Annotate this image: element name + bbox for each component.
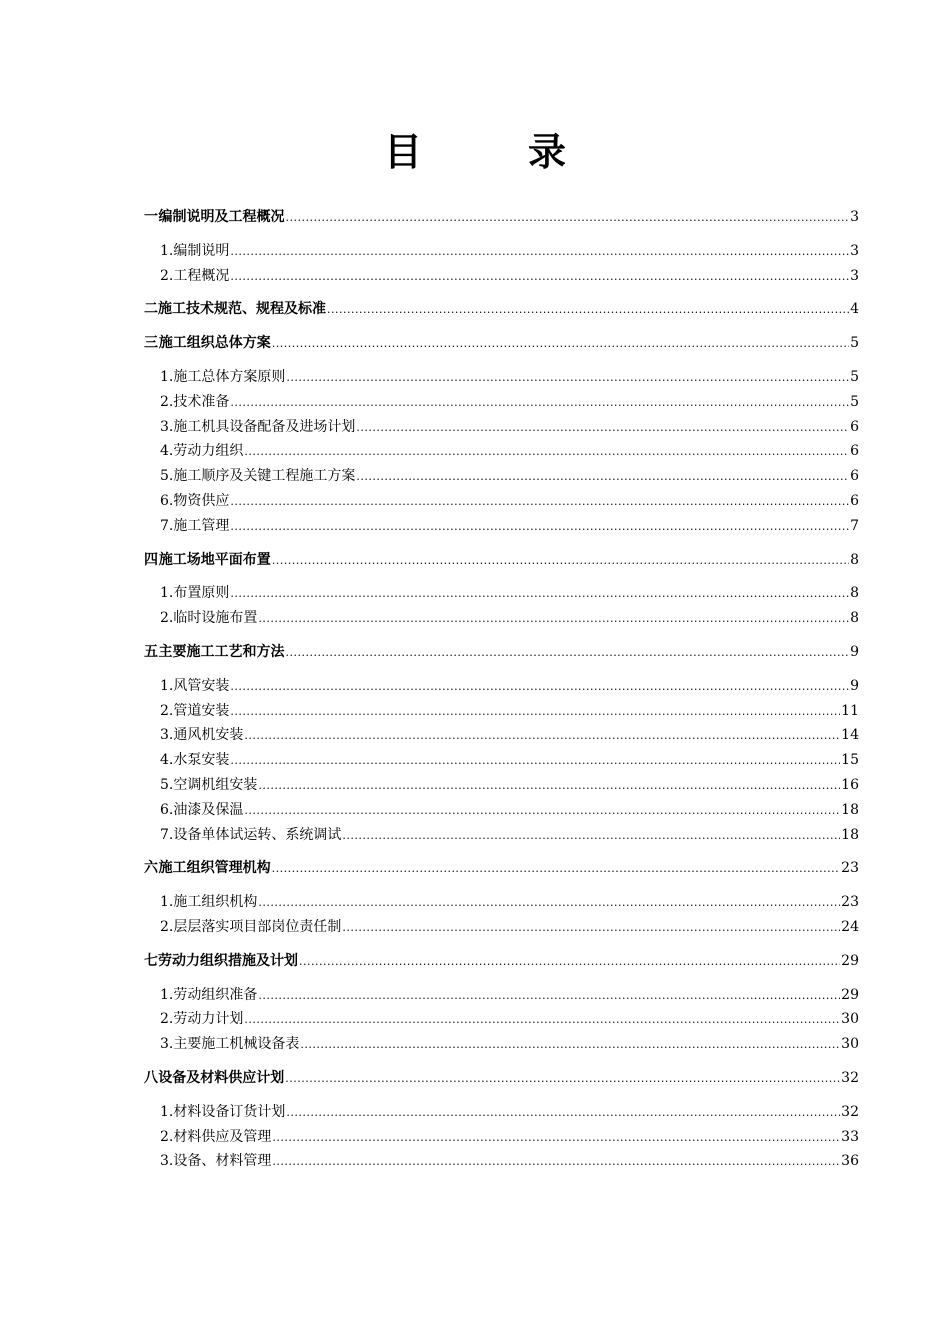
toc-section-entry[interactable] <box>144 205 859 230</box>
toc-dot-leader <box>285 206 849 231</box>
toc-subsection-entry[interactable] <box>144 1100 859 1125</box>
toc-entry-label: 5.空调机组安装 <box>160 776 258 793</box>
toc-subsection-entry[interactable] <box>144 489 859 514</box>
toc-section-entry[interactable] <box>144 640 859 665</box>
toc-entry-label: 1.施工组织机构 <box>160 894 258 911</box>
toc-entry-label: 7.设备单体试运转、系统调试 <box>160 826 342 843</box>
toc-subsection-entry[interactable] <box>144 915 859 940</box>
toc-page-number: 6 <box>850 468 859 485</box>
toc-page-number: 9 <box>850 677 859 694</box>
toc-page-number: 32 <box>841 1103 859 1120</box>
toc-dot-leader <box>327 298 849 323</box>
toc-entry-label: 2.劳动力计划 <box>160 1011 244 1028</box>
toc-entry-label: 3.施工机具设备配备及进场计划 <box>160 418 356 435</box>
toc-dot-leader <box>230 515 849 540</box>
toc-page-number: 32 <box>841 1069 859 1086</box>
toc-dot-leader <box>258 774 840 799</box>
toc-subsection-entry[interactable] <box>144 723 859 748</box>
toc-entry-label: 施工组织管理机构 <box>158 860 271 877</box>
toc-section-number: 三 <box>144 335 158 352</box>
toc-entry-label: 主要施工工艺和方法 <box>158 643 285 660</box>
toc-entry-label: 2.材料供应及管理 <box>160 1128 272 1145</box>
toc-subsection-entry[interactable] <box>144 439 859 464</box>
toc-page-number: 29 <box>841 986 859 1003</box>
toc-entry-label: 3.通风机安装 <box>160 727 244 744</box>
toc-entry-label: 1.布置原则 <box>160 585 230 602</box>
toc-dot-leader <box>285 641 849 666</box>
toc-subsection-entry[interactable] <box>144 890 859 915</box>
toc-entry-label: 5.施工顺序及关键工程施工方案 <box>160 468 356 485</box>
toc-entry-label: 6.物资供应 <box>160 492 230 509</box>
toc-page-number: 11 <box>841 702 859 719</box>
toc-section-number: 七 <box>144 952 158 969</box>
toc-entry-label: 2.层层落实项目部岗位责任制 <box>160 918 342 935</box>
toc-dot-leader <box>272 1150 840 1175</box>
toc-section-entry[interactable] <box>144 331 859 356</box>
toc-dot-leader <box>244 799 840 824</box>
toc-dot-leader <box>272 549 849 574</box>
toc-page-number: 5 <box>850 393 859 410</box>
toc-entry-label: 3.主要施工机械设备表 <box>160 1036 300 1053</box>
toc-dot-leader <box>356 465 849 490</box>
toc-dot-leader <box>356 416 849 441</box>
toc-entry-label: 7.施工管理 <box>160 517 230 534</box>
toc-page-number: 18 <box>841 801 859 818</box>
toc-dot-leader <box>230 582 849 607</box>
toc-page-number: 6 <box>850 443 859 460</box>
toc-dot-leader <box>285 1067 840 1092</box>
toc-dot-leader <box>230 749 840 774</box>
toc-subsection-entry[interactable] <box>144 606 859 631</box>
toc-entry-label: 2.工程概况 <box>160 267 230 284</box>
toc-section-entry[interactable] <box>144 856 859 881</box>
toc-subsection-entry[interactable] <box>144 1032 859 1057</box>
toc-dot-leader <box>230 240 849 265</box>
toc-page-number: 5 <box>850 368 859 385</box>
toc-entry-label: 施工技术规范、规程及标准 <box>158 301 326 318</box>
toc-page-number: 8 <box>850 585 859 602</box>
toc-subsection-entry[interactable] <box>144 1007 859 1032</box>
toc-page-number: 23 <box>841 894 859 911</box>
toc-dot-leader <box>342 824 840 849</box>
toc-page-number: 7 <box>850 517 859 534</box>
toc-subsection-entry[interactable] <box>144 823 859 848</box>
toc-page-number: 8 <box>850 551 859 568</box>
page-title: 目 录 <box>383 130 600 174</box>
toc-page-number: 4 <box>850 301 859 318</box>
toc-subsection-entry[interactable] <box>144 1149 859 1174</box>
toc-page-number: 16 <box>841 776 859 793</box>
toc-section-number: 六 <box>144 860 158 877</box>
toc-section-number: 一 <box>144 209 158 225</box>
toc-dot-leader <box>272 1126 840 1151</box>
toc-page-number: 36 <box>841 1153 859 1170</box>
toc-dot-leader <box>286 1101 840 1126</box>
toc-entry-label: 施工场地平面布置 <box>158 551 271 568</box>
table-of-contents <box>144 205 859 1174</box>
toc-section-number: 四 <box>144 551 158 568</box>
toc-page-number: 9 <box>850 643 859 660</box>
toc-section-number: 五 <box>144 643 158 660</box>
toc-entry-label: 1.材料设备订货计划 <box>160 1103 286 1120</box>
toc-page-number: 29 <box>841 952 859 969</box>
toc-subsection-entry[interactable] <box>144 581 859 606</box>
toc-section-entry[interactable] <box>144 1066 859 1091</box>
toc-section-number: 二 <box>144 301 158 318</box>
toc-subsection-entry[interactable] <box>144 773 859 798</box>
toc-page-number: 18 <box>841 826 859 843</box>
toc-page-number: 8 <box>850 610 859 627</box>
toc-subsection-entry[interactable] <box>144 983 859 1008</box>
toc-dot-leader <box>230 490 849 515</box>
toc-dot-leader <box>342 916 840 941</box>
toc-entry-label: 劳动力组织措施及计划 <box>158 952 298 969</box>
toc-entry-label: 2.技术准备 <box>160 393 230 410</box>
toc-subsection-entry[interactable] <box>144 264 859 289</box>
toc-page-number: 30 <box>841 1036 859 1053</box>
toc-page-number: 15 <box>841 752 859 769</box>
toc-page-number: 3 <box>850 209 859 225</box>
toc-page-number: 6 <box>850 418 859 435</box>
toc-page-number: 3 <box>850 267 859 284</box>
toc-section-number: 八 <box>144 1069 158 1086</box>
toc-page-number: 14 <box>841 727 859 744</box>
toc-page-number: 23 <box>841 860 859 877</box>
toc-page-number: 3 <box>850 242 859 259</box>
toc-entry-label: 1.编制说明 <box>160 242 230 259</box>
toc-page-number: 24 <box>841 918 859 935</box>
toc-entry-label: 1.风管安装 <box>160 677 230 694</box>
toc-section-entry[interactable] <box>144 548 859 573</box>
toc-entry-label: 2.管道安装 <box>160 702 230 719</box>
toc-page-number: 30 <box>841 1011 859 1028</box>
toc-dot-leader <box>300 1033 840 1058</box>
toc-entry-label: 1.施工总体方案原则 <box>160 368 286 385</box>
toc-entry-label: 6.油漆及保温 <box>160 801 244 818</box>
toc-subsection-entry[interactable] <box>144 365 859 390</box>
toc-dot-leader <box>286 366 849 391</box>
toc-entry-label: 4.劳动力组织 <box>160 443 244 460</box>
toc-page-number: 5 <box>850 335 859 352</box>
toc-dot-leader <box>244 440 849 465</box>
toc-subsection-entry[interactable] <box>144 748 859 773</box>
toc-dot-leader <box>230 265 849 290</box>
toc-dot-leader <box>258 891 840 916</box>
toc-section-entry[interactable] <box>144 297 859 322</box>
toc-subsection-entry[interactable] <box>144 464 859 489</box>
toc-subsection-entry[interactable] <box>144 514 859 539</box>
toc-dot-leader <box>258 984 840 1009</box>
toc-entry-label: 2.临时设施布置 <box>160 610 258 627</box>
toc-page-number: 33 <box>841 1128 859 1145</box>
toc-entry-label: 设备及材料供应计划 <box>158 1069 285 1086</box>
toc-dot-leader <box>272 332 849 357</box>
toc-entry-label: 4.水泵安装 <box>160 752 230 769</box>
toc-dot-leader <box>244 724 840 749</box>
toc-entry-label: 施工组织总体方案 <box>158 335 271 352</box>
toc-section-entry[interactable] <box>144 949 859 974</box>
toc-subsection-entry[interactable] <box>144 674 859 699</box>
toc-dot-leader <box>230 700 840 725</box>
toc-entry-label: 3.设备、材料管理 <box>160 1153 272 1170</box>
toc-dot-leader <box>230 391 849 416</box>
toc-entry-label: 1.劳动组织准备 <box>160 986 258 1003</box>
toc-subsection-entry[interactable] <box>144 390 859 415</box>
toc-subsection-entry[interactable] <box>144 699 859 724</box>
toc-subsection-entry[interactable] <box>144 798 859 823</box>
toc-dot-leader <box>244 1008 840 1033</box>
toc-dot-leader <box>230 675 849 700</box>
toc-dot-leader <box>258 607 849 632</box>
toc-page-number: 6 <box>850 492 859 509</box>
toc-subsection-entry[interactable] <box>144 415 859 440</box>
toc-subsection-entry[interactable] <box>144 1125 859 1150</box>
toc-subsection-entry[interactable] <box>144 239 859 264</box>
toc-dot-leader <box>272 857 841 882</box>
toc-entry-label: 编制说明及工程概况 <box>158 209 285 225</box>
toc-dot-leader <box>299 950 840 975</box>
